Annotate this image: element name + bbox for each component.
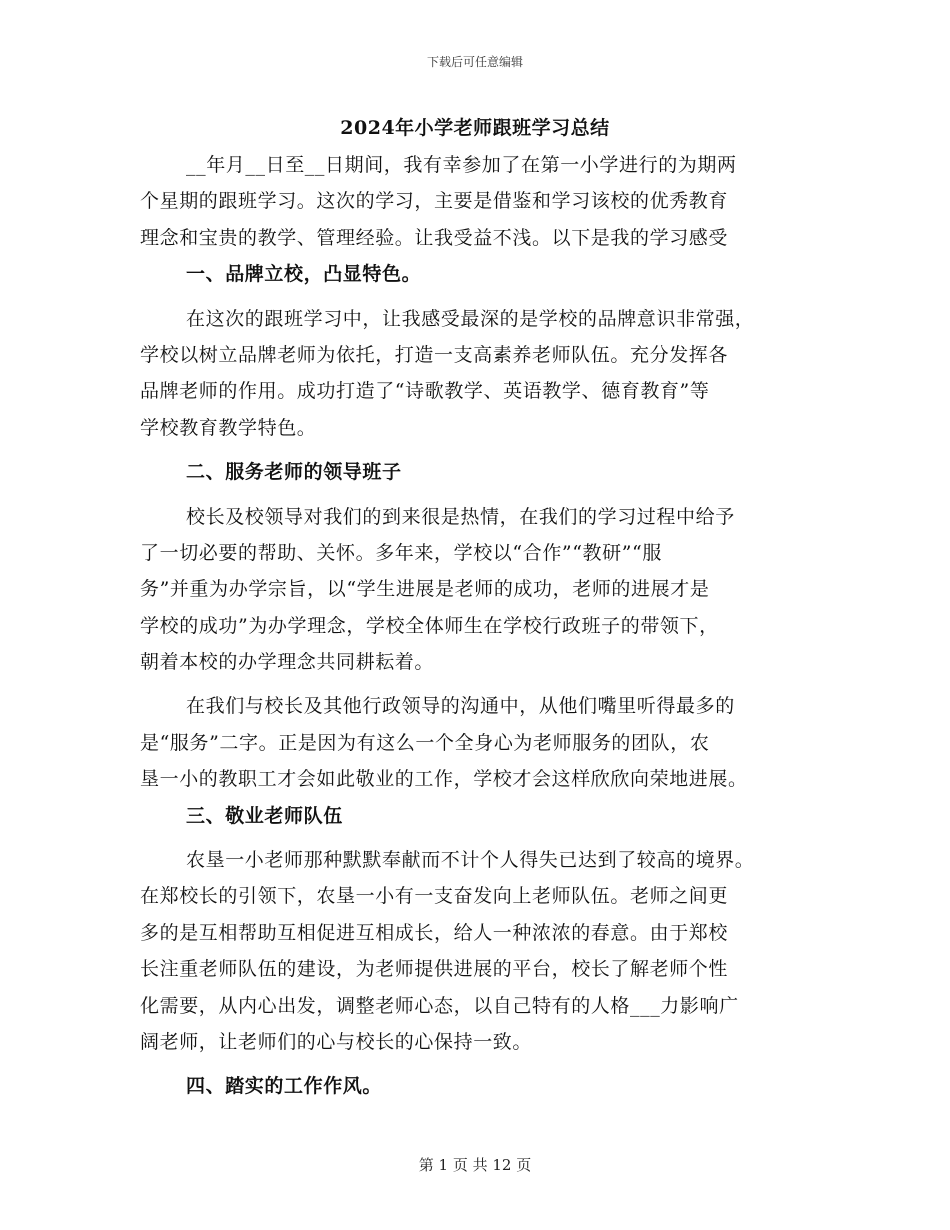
p2-line-2: 了一切必要的帮助、关怀。多年来，学校以“合作”“教研”“服 — [140, 541, 662, 564]
section-heading-2: 二、服务老师的领导班子 — [186, 461, 402, 484]
p1-line-2: 学校以树立品牌老师为依托，打造一支高素养老师队伍。充分发挥各 — [140, 343, 729, 366]
p4-line-6: 阔老师，让老师们的心与校长的心保持一致。 — [140, 1030, 533, 1053]
p4-line-5: 化需要，从内心出发，调整老师心态，以自己特有的人格___力影响广 — [140, 994, 739, 1017]
p4-line-1: 农垦一小老师那种默默奉献而不计个人得失已达到了较高的境界。 — [186, 849, 755, 872]
p3-line-1: 在我们与校长及其他行政领导的沟通中，从他们嘴里听得最多的 — [186, 695, 735, 718]
intro-line-3: 理念和宝贵的教学、管理经验。让我受益不浅。以下是我的学习感受 — [140, 226, 729, 249]
p2-line-4: 学校的成功”为办学理念，学校全体师生在学校行政班子的带领下， — [140, 614, 719, 637]
intro-line-2: 个星期的跟班学习。这次的学习，主要是借鉴和学习该校的优秀教育 — [140, 190, 729, 213]
p1-line-1: 在这次的跟班学习中，让我感受最深的是学校的品牌意识非常强， — [186, 307, 755, 330]
intro-line-1: __年月__日至__日期间，我有幸参加了在第一小学进行的为期两 — [186, 154, 737, 176]
p4-line-4: 长注重老师队伍的建设，为老师提供进展的平台，校长了解老师个性 — [140, 958, 729, 981]
document-title: 2024年小学老师跟班学习总结 — [340, 117, 610, 139]
p2-line-3: 务”并重为办学宗旨，以“学生进展是老师的成功，老师的进展才是 — [140, 578, 710, 601]
header-note: 下载后可任意编辑 — [426, 55, 523, 69]
document-body — [140, 147, 810, 1105]
p1-line-4: 学校教育教学特色。 — [140, 416, 317, 439]
p2-line-5: 朝着本校的办学理念共同耕耘着。 — [140, 651, 435, 674]
p3-line-3: 垦一小的教职工才会如此敬业的工作，学校才会这样欣欣向荣地进展。 — [140, 768, 748, 791]
section-heading-1: 一、品牌立校，凸显特色。 — [186, 263, 422, 286]
p3-line-2: 是“服务”二字。正是因为有这么一个全身心为老师服务的团队，农 — [140, 731, 710, 754]
section-heading-4: 四、踏实的工作作风。 — [186, 1075, 383, 1098]
page-footer: 第 1 页 共 12 页 — [418, 1156, 532, 1174]
p4-line-2: 在郑校长的引领下，农垦一小有一支奋发向上老师队伍。老师之间更 — [140, 885, 729, 908]
section-heading-3: 三、敬业老师队伍 — [186, 804, 343, 827]
p1-line-3: 品牌老师的作用。成功打造了“诗歌教学、英语教学、德育教育”等 — [140, 380, 710, 403]
p2-line-1: 校长及校领导对我们的到来很是热情，在我们的学习过程中给予 — [186, 505, 735, 528]
p4-line-3: 多的是互相帮助互相促进互相成长，给人一种浓浓的春意。由于郑校 — [140, 921, 729, 944]
